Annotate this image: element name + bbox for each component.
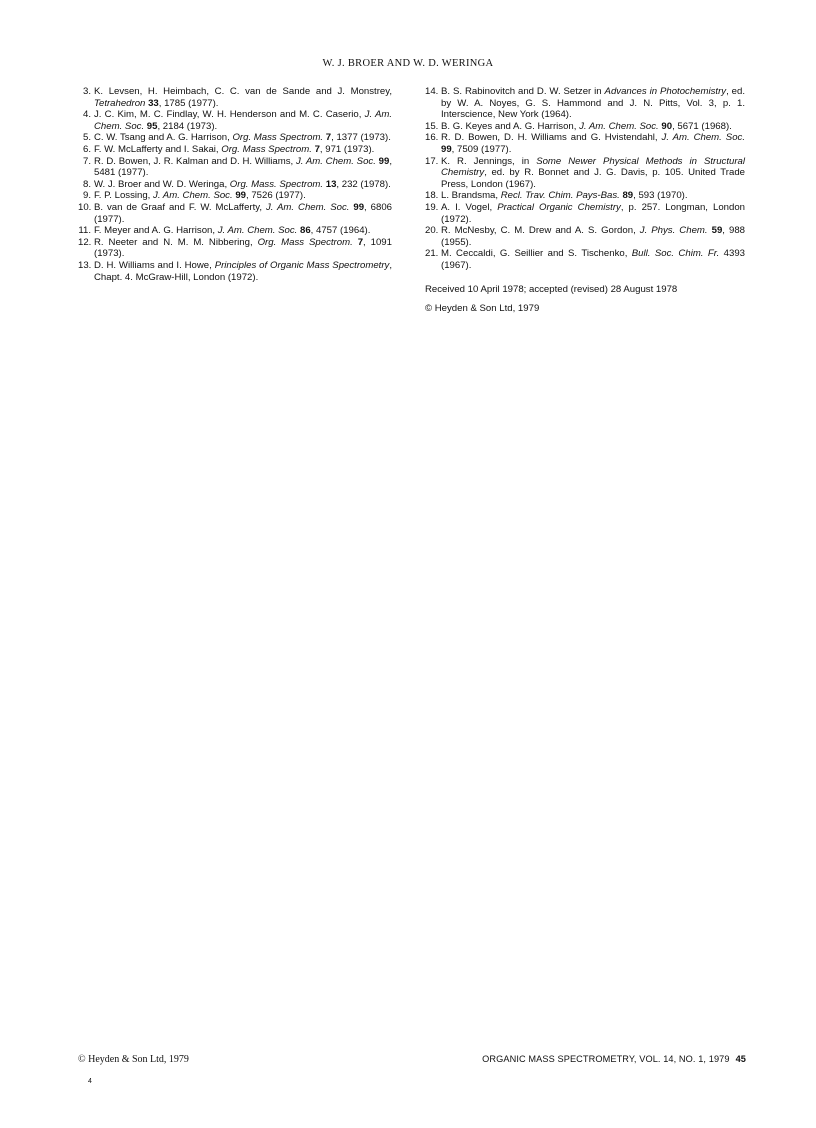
reference-title: Org. Mass Spectrom. <box>221 143 312 155</box>
reference-text: , 6806 (1977). <box>94 201 392 225</box>
reference-volume: 59 <box>711 225 723 237</box>
reference-title: Bull. Soc. Chim. Fr. <box>631 248 720 260</box>
reference-item <box>425 248 745 271</box>
reference-number: 17. <box>425 155 439 167</box>
reference-title: J. Am. Chem. Soc. <box>94 109 392 132</box>
reference-item <box>78 225 392 237</box>
reference-number: 18. <box>425 190 439 202</box>
reference-text: , 1377 (1973). <box>331 132 391 144</box>
reference-item <box>78 132 392 144</box>
reference-number: 7. <box>82 155 91 167</box>
reference-title: J. Am. Chem. Soc. <box>579 120 659 132</box>
reference-item <box>78 237 392 260</box>
footer-journal-citation: ORGANIC MASS SPECTROMETRY, VOL. 14, NO. 1, 1979 <box>482 1054 730 1064</box>
running-header: W. J. BROER AND W. D. WERINGA <box>322 58 494 69</box>
reference-text: , 5671 (1968). <box>672 120 732 132</box>
reference-number: 8. <box>82 178 91 190</box>
reference-item <box>78 179 392 191</box>
reference-volume: 99 <box>378 155 390 167</box>
reference-text: B. van de Graaf and F. W. McLafferty, <box>94 201 266 213</box>
reference-title: J. Am. Chem. Soc. <box>265 201 350 213</box>
reference-item <box>425 132 745 155</box>
reference-title: J. Phys. Chem. <box>639 225 708 237</box>
reference-volume: 95 <box>146 120 158 132</box>
reference-text: , 971 (1973). <box>319 143 375 155</box>
reference-text: M. Ceccaldi, G. Seillier and S. Tischenko, <box>441 248 632 260</box>
reference-number: 21. <box>425 248 439 260</box>
reference-item <box>78 86 392 109</box>
reference-text: R. Neeter and N. M. M. Nibbering, <box>94 236 258 248</box>
reference-title: J. Am. Chem. Soc. <box>153 190 233 202</box>
reference-text: , 7526 (1977). <box>246 190 306 202</box>
page-number: 45 <box>735 1054 746 1064</box>
reference-volume: 86 <box>300 225 311 237</box>
footer-copyright: © Heyden & Son Ltd, 1979 <box>78 1054 189 1065</box>
reference-text: , p. 257. Longman, London (1972). <box>441 201 745 225</box>
references-left-column <box>78 86 392 283</box>
reference-text: , 1785 (1977). <box>158 97 219 109</box>
reference-text: A. I. Vogel, <box>441 201 498 213</box>
reference-number: 13. <box>78 259 92 271</box>
reference-number: 11. <box>78 225 91 237</box>
reference-number: 16. <box>425 132 439 144</box>
reference-title: Recl. Trav. Chim. Pays-Bas. <box>500 190 620 202</box>
reference-text: C. W. Tsang and A. G. Harrison, <box>94 132 233 144</box>
reference-item <box>78 260 392 283</box>
reference-text: L. Brandsma, <box>441 190 501 202</box>
reference-item <box>425 121 745 133</box>
received-dates: Received 10 April 1978; accepted (revised) 28 August 1978 <box>425 283 678 295</box>
reference-text: , Chapt. 4. McGraw-Hill, London (1972). <box>94 259 393 283</box>
reference-item <box>78 202 392 225</box>
reference-text: , 5481 (1977). <box>94 155 392 179</box>
reference-text: R. D. Bowen, J. R. Kalman and D. H. Williams, <box>94 155 296 167</box>
reference-text: K. Levsen, H. Heimbach, C. C. van de Sande and J. Monstrey, <box>94 86 392 97</box>
reference-number: 9. <box>82 190 91 202</box>
reference-item <box>425 190 745 202</box>
reference-text: , 988 (1955). <box>441 225 746 248</box>
reference-title: J. Am. Chem. Soc. <box>661 132 745 144</box>
reference-item <box>78 156 392 179</box>
reference-title: Org. Mass Spectrom. <box>257 236 353 248</box>
reference-number: 4. <box>82 109 91 121</box>
reference-text: , 593 (1970). <box>633 190 688 202</box>
reference-number: 3. <box>82 86 91 97</box>
reference-text: W. J. Broer and W. D. Weringa, <box>94 178 230 190</box>
reference-text: B. S. Rabinovitch and D. W. Setzer in <box>441 86 605 97</box>
reference-title: Org. Mass Spectrom. <box>232 132 324 144</box>
reference-text: 4393 (1967). <box>441 248 745 271</box>
reference-volume: 13 <box>325 178 337 190</box>
reference-item <box>78 144 392 156</box>
reference-text: , ed. by R. Bonnet and J. G. Davis, p. 105. United Trade Press, London (1967). <box>441 167 745 190</box>
reference-text: , 7509 (1977). <box>451 143 512 155</box>
reference-text: , 232 (1978). <box>336 178 391 190</box>
reference-title: Principles of Organic Mass Spectrometry <box>214 259 390 271</box>
reference-title: Some Newer Physical Methods in Structural Chemistry <box>441 155 745 179</box>
reference-text: , 2184 (1973). <box>157 120 218 132</box>
reference-number: 14. <box>425 86 439 97</box>
reference-text: R. D. Bowen, D. H. Williams and G. Hvistendahl, <box>441 132 662 144</box>
reference-number: 5. <box>82 132 91 144</box>
reference-title: Practical Organic Chemistry <box>497 201 621 213</box>
reference-text: F. Meyer and A. G. Harrison, <box>94 225 218 237</box>
reference-item <box>425 225 745 248</box>
reference-text: , ed. by W. A. Noyes, G. S. Hammond and J. N. Pitts, Vol. 3, p. 1. Interscience, New York (1964). <box>441 86 746 121</box>
reference-text: K. R. Jennings, in <box>441 155 537 167</box>
article-copyright: © Heyden & Son Ltd, 1979 <box>425 303 540 315</box>
reference-item <box>425 202 745 225</box>
reference-number: 6. <box>82 143 91 155</box>
reference-number: 12. <box>78 236 92 248</box>
reference-text: D. H. Williams and I. Howe, <box>94 259 215 271</box>
reference-title: Org. Mass. Spectrom. <box>229 178 324 190</box>
reference-number: 19. <box>425 201 439 213</box>
reference-title: J. Am. Chem. Soc. <box>217 225 298 237</box>
reference-number: 15. <box>425 120 439 132</box>
tiny-mark: 4 <box>88 1078 92 1085</box>
references-right-column <box>425 86 745 315</box>
reference-title: Tetrahedron <box>94 97 146 109</box>
reference-text: B. G. Keyes and A. G. Harrison, <box>441 120 580 132</box>
reference-text: , 1091 (1973). <box>94 236 392 260</box>
reference-volume: 33 <box>148 97 159 109</box>
reference-title: Advances in Photochemistry <box>604 86 727 97</box>
reference-volume: 99 <box>441 143 452 155</box>
reference-volume: 90 <box>661 120 673 132</box>
reference-volume: 7 <box>325 132 332 144</box>
reference-item <box>78 190 392 202</box>
reference-item <box>425 156 745 191</box>
reference-number: 20. <box>425 225 439 237</box>
reference-text: , 4757 (1964). <box>310 225 371 237</box>
reference-item <box>425 86 745 121</box>
references-right-list <box>425 86 745 272</box>
reference-text: F. P. Lossing, <box>94 190 154 202</box>
reference-text: F. W. McLafferty and I. Sakai, <box>94 143 222 155</box>
reference-volume: 99 <box>235 190 246 202</box>
footer-journal-info <box>440 1054 746 1064</box>
reference-item <box>78 109 392 132</box>
reference-text: R. McNesby, C. M. Drew and A. S. Gordon, <box>441 225 640 237</box>
reference-volume: 7 <box>314 143 320 155</box>
reference-number: 10. <box>78 201 92 213</box>
reference-text: J. C. Kim, M. C. Findlay, W. H. Henderson and M. C. Caserio, <box>94 109 365 121</box>
reference-volume: 7 <box>357 236 364 248</box>
reference-volume: 89 <box>622 190 634 202</box>
reference-volume: 99 <box>353 201 365 213</box>
reference-title: J. Am. Chem. Soc. <box>295 155 376 167</box>
